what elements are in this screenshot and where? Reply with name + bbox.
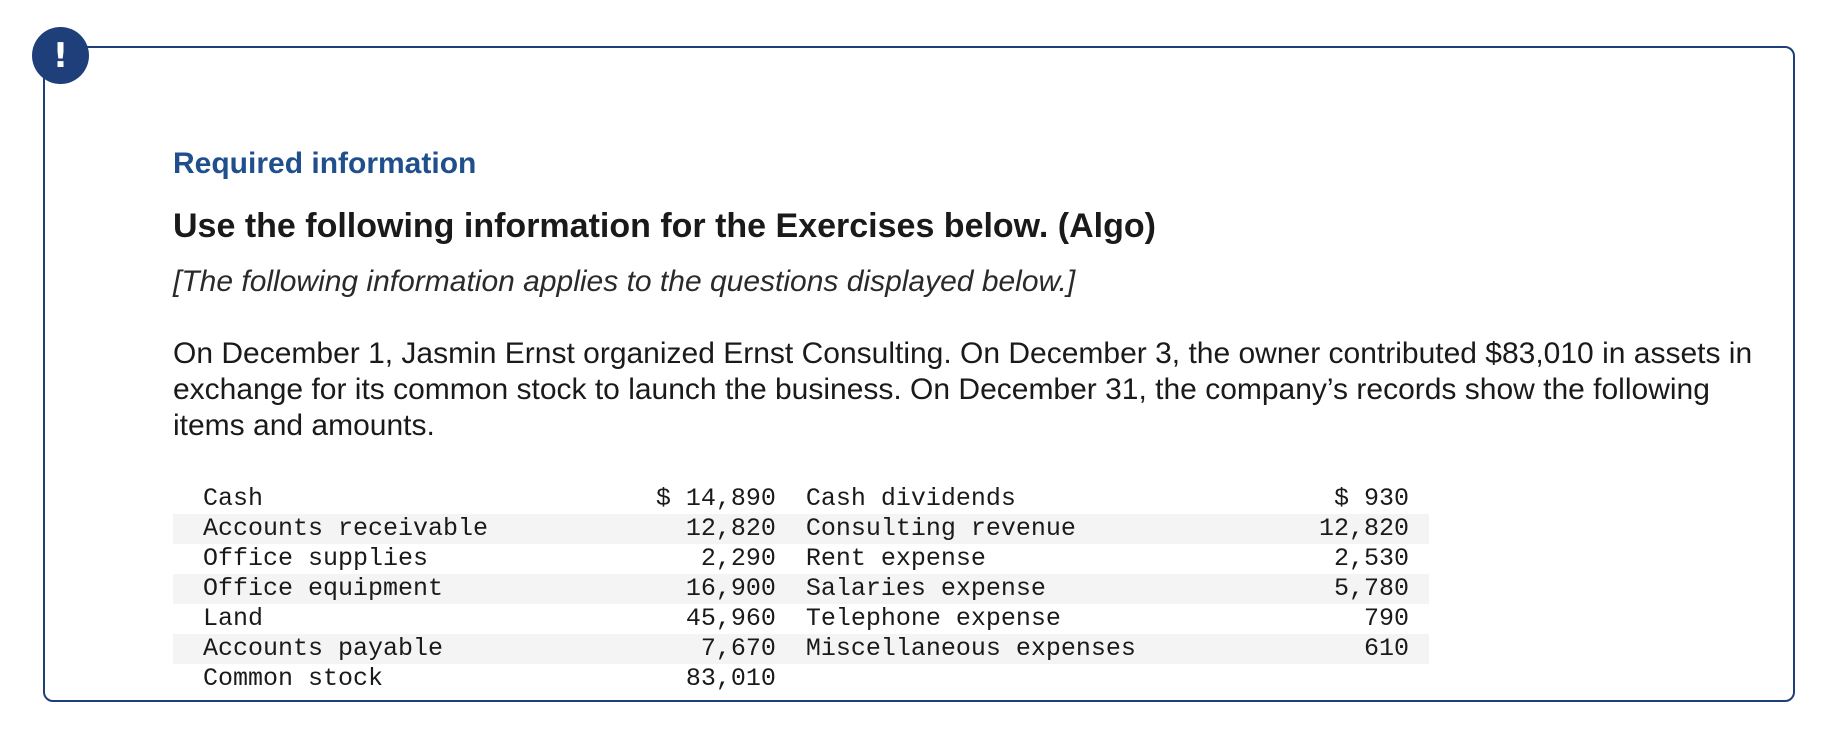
account-name: Salaries expense [776, 574, 1228, 604]
account-amount: 2,290 [700, 544, 776, 573]
account-name: Accounts payable [173, 634, 635, 664]
account-amount: $ 14,890 [655, 484, 776, 513]
alert-exclamation-icon: ! [32, 27, 89, 84]
account-amount: 7,670 [635, 634, 776, 664]
account-amount: 16,900 [635, 574, 776, 604]
exercise-title: Use the following information for the Exercises below. (Algo) [173, 207, 1156, 245]
account-name: Telephone expense [805, 604, 1061, 633]
card-content [173, 144, 1783, 694]
account-amount: 790 [1363, 604, 1409, 633]
table-row [173, 604, 1429, 634]
account-name: Miscellaneous expenses [776, 634, 1228, 664]
table-row [173, 544, 1429, 574]
accounts-table [173, 484, 1429, 694]
account-name: Office equipment [173, 574, 635, 604]
account-amount [1228, 664, 1429, 694]
account-name: Cash [203, 484, 264, 513]
account-amount: 5,780 [1228, 574, 1429, 604]
account-amount: 2,530 [1333, 544, 1409, 573]
problem-paragraph: On December 1, Jasmin Ernst organized Ernst Consulting. On December 3, the owner contributed $83,010 in assets in exchange for its common stock to launch the business. On December 31, the company’s records show the following items and amounts. [173, 337, 1753, 442]
account-name: Office supplies [203, 544, 429, 573]
account-amount: 83,010 [685, 664, 776, 693]
table-row [173, 514, 1429, 544]
account-name: Cash dividends [805, 484, 1016, 513]
account-amount: 610 [1228, 634, 1429, 664]
account-amount: 45,960 [685, 604, 776, 633]
table-row [173, 634, 1429, 664]
table-row [173, 664, 1429, 694]
table-row [173, 484, 1429, 514]
account-name [776, 664, 1228, 694]
account-name: Common stock [203, 664, 384, 693]
account-amount: 12,820 [635, 514, 776, 544]
account-name: Consulting revenue [776, 514, 1228, 544]
account-name: Land [203, 604, 264, 633]
account-amount: $ 930 [1333, 484, 1409, 513]
applies-note: [The following information applies to the questions displayed below.] [173, 265, 1076, 298]
required-info-heading: Required information [173, 147, 477, 180]
account-name: Rent expense [805, 544, 986, 573]
account-amount: 12,820 [1228, 514, 1429, 544]
account-name: Accounts receivable [173, 514, 635, 544]
required-information-card [43, 46, 1795, 702]
table-row [173, 574, 1429, 604]
